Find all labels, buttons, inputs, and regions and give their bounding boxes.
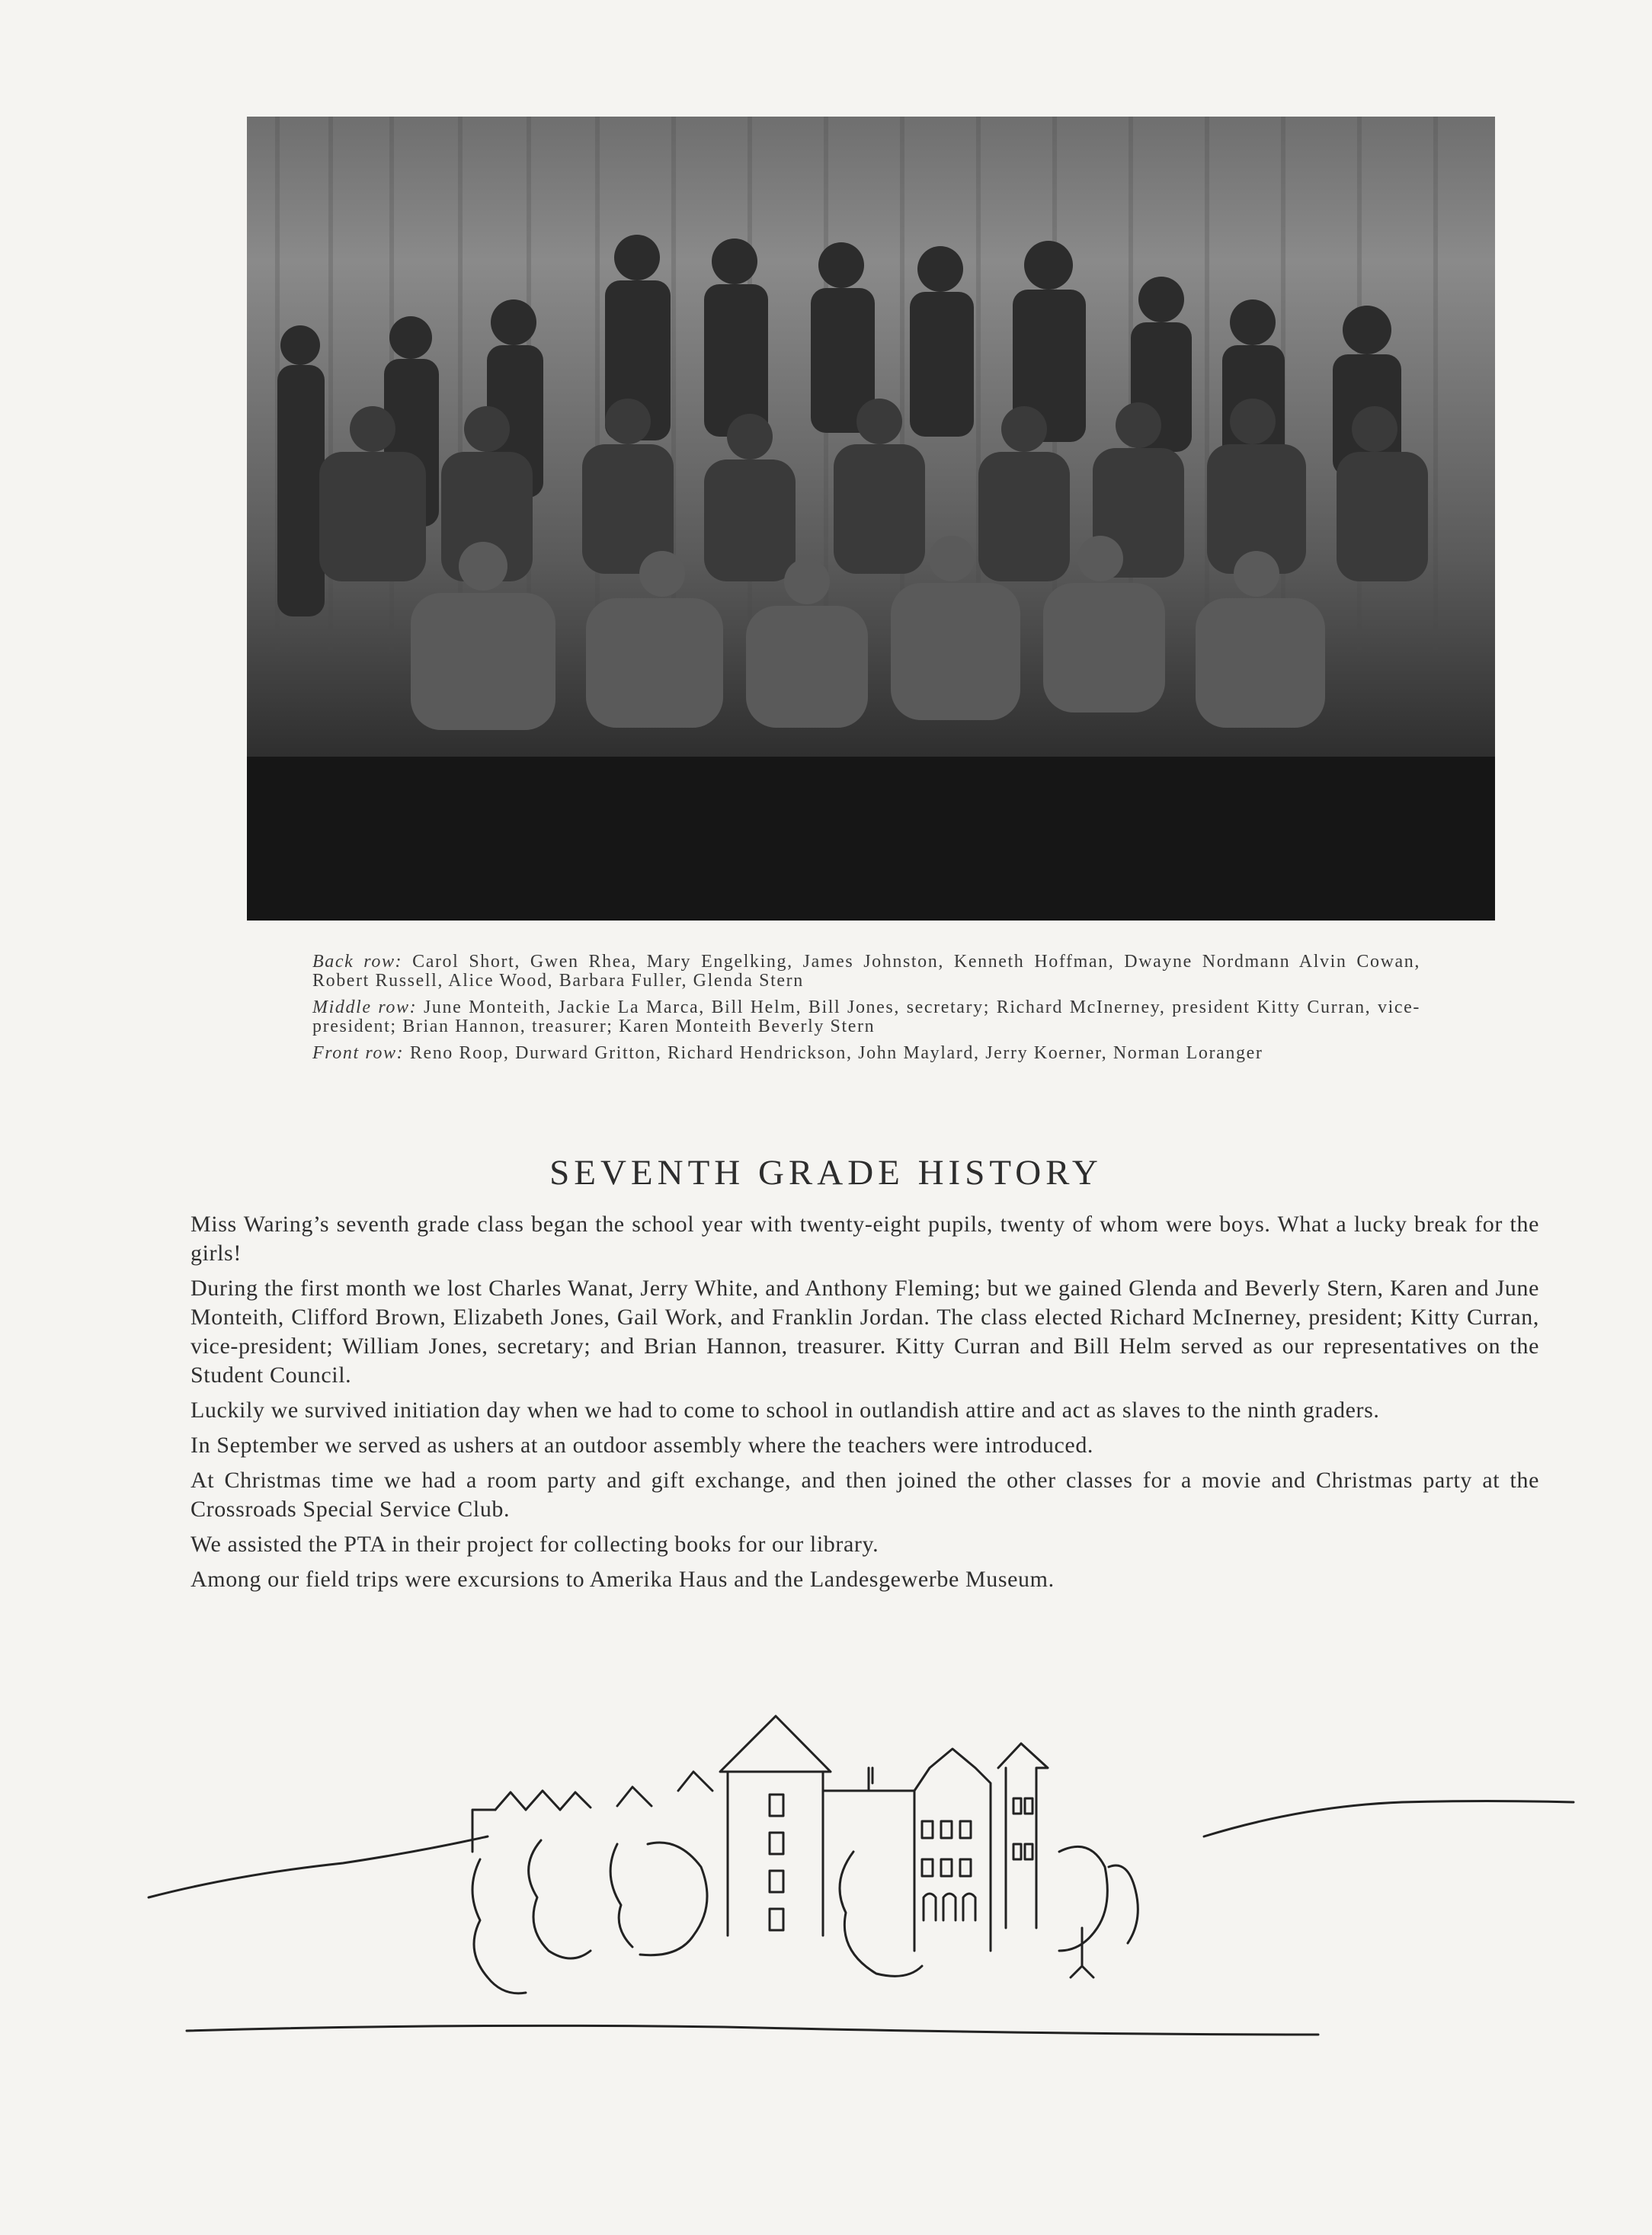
caption-middle-row	[312, 998, 1420, 1036]
castle-line-art	[145, 1676, 1577, 2073]
caption-back-row	[312, 953, 1420, 991]
paragraph: Among our field trips were excursions to Amerika Haus and the Landesgewerbe Museum.	[190, 1567, 1055, 1592]
castle-drawing	[145, 1676, 1577, 2073]
photo-caption	[312, 953, 1420, 1071]
middle-row-label: Middle row:	[312, 997, 418, 1017]
paragraph: In September we served as ushers at an outdoor assembly where the teachers were introduced.	[190, 1433, 1094, 1458]
page-title: SEVENTH GRADE HISTORY	[549, 1153, 1103, 1193]
back-row-label: Back row:	[312, 952, 403, 972]
back-row-names: Carol Short, Gwen Rhea, Mary Engelking, James Johnston, Kenneth Hoffman, Dwayne Nordmann Alvin Cowan, Robert Russell, Alice Wood, Barbara Fuller, Glenda Stern	[312, 952, 1420, 991]
class-photo-illustration	[247, 117, 1495, 921]
front-row-label: Front row:	[312, 1043, 405, 1063]
paragraph: Luckily we survived initiation day when we had to come to school in outlandish attire and act as slaves to the ninth graders.	[190, 1398, 1380, 1423]
class-photo	[247, 117, 1495, 921]
paragraph: Miss Waring’s seventh grade class began the school year with twenty-eight pupils, twenty of whom were boys. What a lucky break for the girls!	[190, 1212, 1539, 1266]
paragraph: At Christmas time we had a room party and gift exchange, and then joined the other classes for a movie and Christmas party at the Crossroads Special Service Club.	[190, 1468, 1539, 1522]
front-row-names: Reno Roop, Durward Gritton, Richard Hendrickson, John Maylard, Jerry Koerner, Norman Loranger	[409, 1043, 1263, 1063]
history-text	[190, 1210, 1539, 1600]
middle-row-names: June Monteith, Jackie La Marca, Bill Helm, Bill Jones, secretary; Richard McInerney, president Kitty Curran, vice-president; Brian Hannon, treasurer; Karen Monteith Beverly Stern	[312, 997, 1421, 1036]
caption-front-row	[312, 1044, 1420, 1063]
paragraph: During the first month we lost Charles Wanat, Jerry White, and Anthony Fleming; but we gained Glenda and Beverly Stern, Karen and June Monteith, Clifford Brown, Elizabeth Jones, Gail Work, and Franklin Jordan. The class elected Richard McInerney, president; Kitty Curran, vice-president; William Jones, secretary; and Brian Hannon, treasurer. Kitty Curran and Bill Helm served as our representatives on the Student Council.	[190, 1276, 1539, 1388]
paragraph: We assisted the PTA in their project for collecting books for our library.	[190, 1532, 879, 1557]
